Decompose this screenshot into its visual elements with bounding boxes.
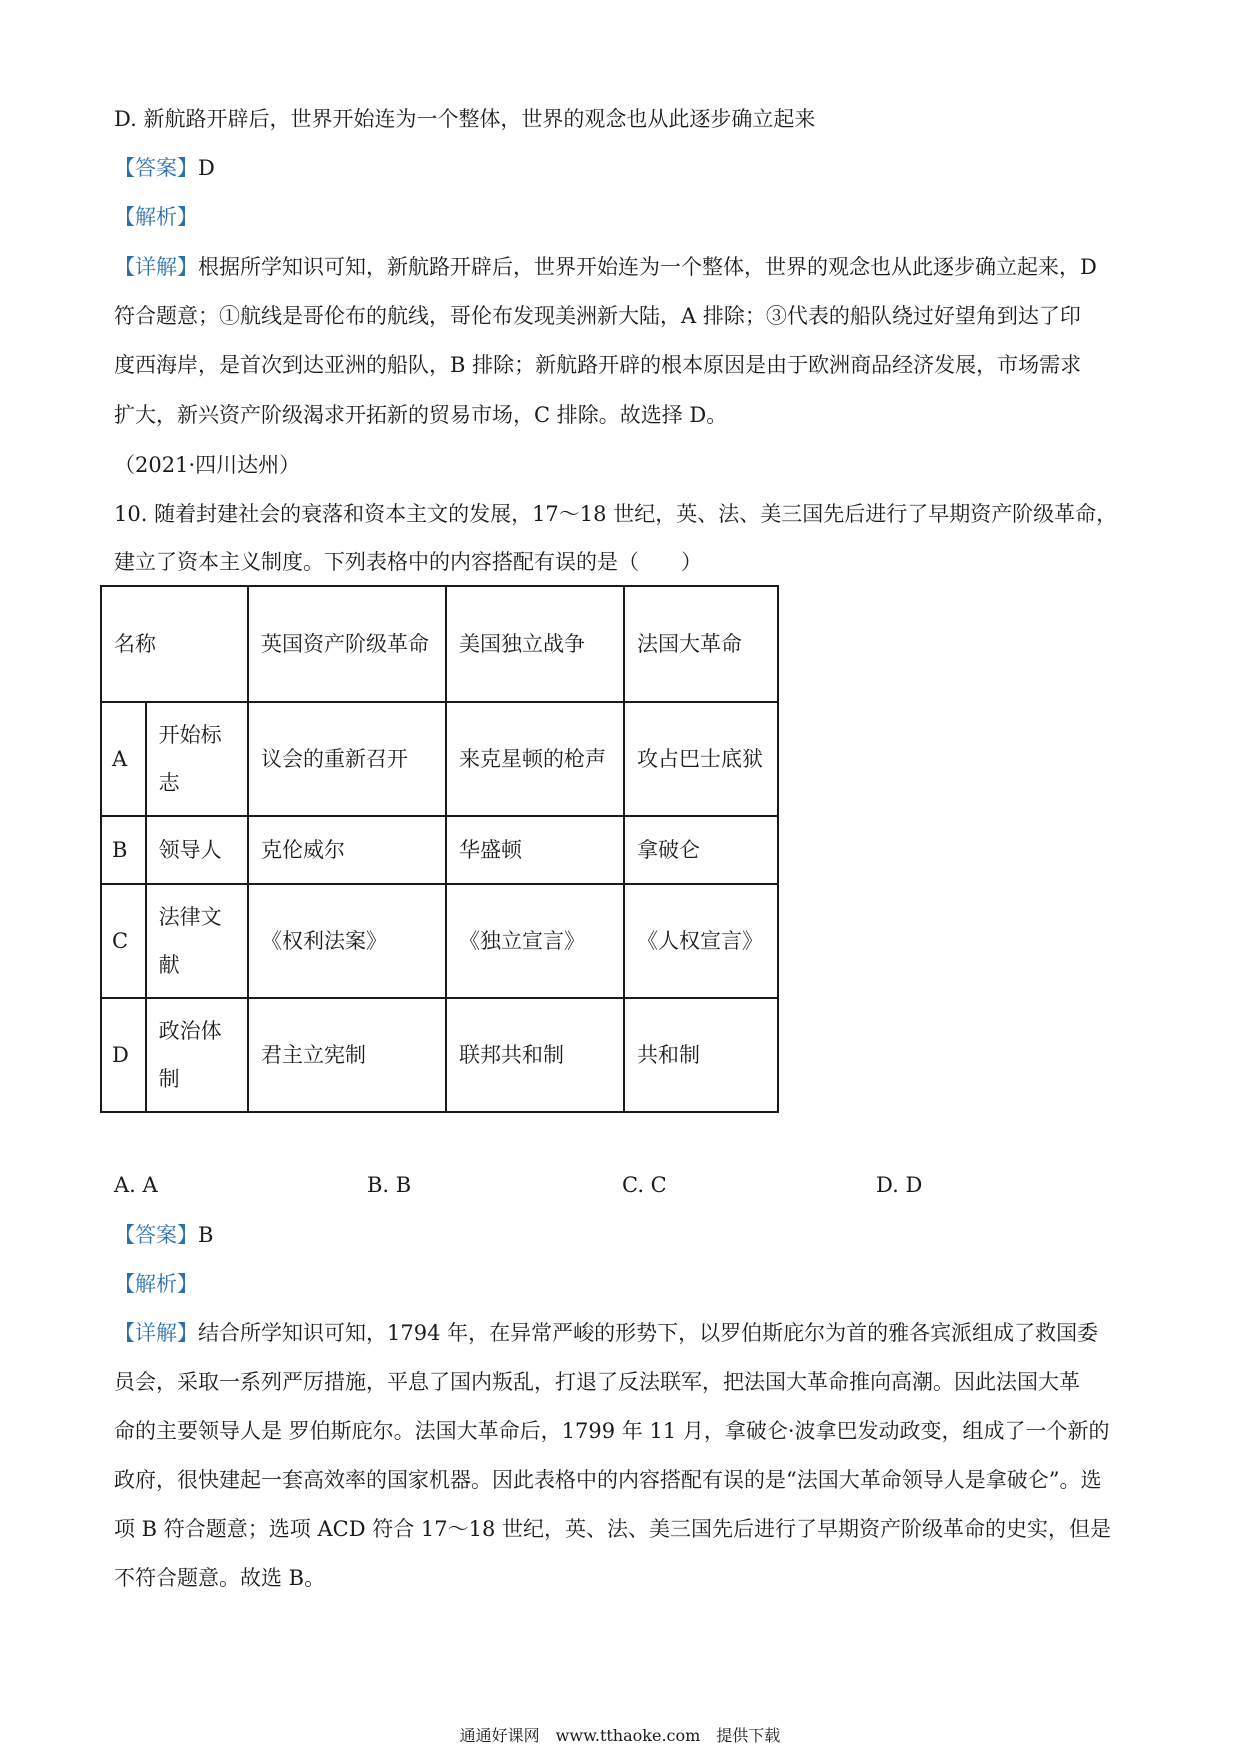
analysis-tag: 【解析】 (114, 1272, 198, 1296)
detail-tag: 【详解】 (114, 1321, 198, 1345)
comparison-table (100, 585, 779, 1113)
header-cell: 名称 (101, 586, 248, 702)
table-cell: 克伦威尔 (248, 816, 446, 884)
option-b: B. B (367, 1173, 412, 1197)
detail-line (114, 1318, 1130, 1348)
row-letter: D (101, 998, 146, 1112)
detail-line (114, 252, 1130, 282)
table-row (101, 816, 778, 884)
detail-line: 不符合题意。故选 B。 (114, 1566, 326, 1590)
page-footer: 通通好课网 www.tthaoke.com 提供下载 (459, 1726, 781, 1745)
table-cell: 华盛顿 (446, 816, 624, 884)
table-row (101, 998, 778, 1112)
row-letter: B (101, 816, 146, 884)
answer-value: D (198, 156, 215, 180)
table-cell: 《独立宣言》 (446, 884, 624, 998)
answer-options (114, 1170, 1014, 1200)
detail-line: 员会，采取一系列严厉措施，平息了国内叛乱，打退了反法联军，把法国大革命推向高潮。因此法国大革 (114, 1370, 1080, 1394)
table-cell: 联邦共和制 (446, 998, 624, 1112)
answer-value: B (198, 1223, 214, 1247)
question-source: （2021·四川达州） (114, 453, 301, 477)
table-cell: 《人权宣言》 (624, 884, 778, 998)
header-cell: 英国资产阶级革命 (248, 586, 446, 702)
header-cell: 美国独立战争 (446, 586, 624, 702)
header-cell: 法国大革命 (624, 586, 778, 702)
option-d: D. D (876, 1173, 923, 1197)
table-cell: 拿破仑 (624, 816, 778, 884)
table-header-row (101, 586, 778, 702)
question-stem-line: 建立了资本主义制度。下列表格中的内容搭配有误的是（ ） (114, 550, 702, 574)
detail-line: 项 B 符合题意；选项 ACD 符合 17～18 世纪，英、法、美三国先后进行了早期资产阶级革命的史实，但是 (114, 1517, 1111, 1541)
detail-line: 命的主要领导人是 罗伯斯庇尔。法国大革命后，1799 年 11 月，拿破仑·波拿巴发动政变，组成了一个新的 (114, 1419, 1110, 1443)
answer-tag: 【答案】 (114, 156, 198, 180)
detail-text: 根据所学知识可知，新航路开辟后，世界开始连为一个整体，世界的观念也从此逐步确立起来，D (198, 255, 1097, 279)
table-cell: 《权利法案》 (248, 884, 446, 998)
question-stem-line: 10. 随着封建社会的衰落和资本主文的发展，17～18 世纪，英、法、美三国先后进行了早期资产阶级革命， (114, 502, 1118, 526)
answer-line (114, 1220, 1130, 1250)
detail-line: 度西海岸，是首次到达亚洲的船队，B 排除；新航路开辟的根本原因是由于欧洲商品经济发展，市场需求 (114, 353, 1082, 377)
row-letter: A (101, 702, 146, 816)
row-label: 政治体制 (146, 998, 248, 1112)
table-cell: 来克星顿的枪声 (446, 702, 624, 816)
row-label: 法律文献 (146, 884, 248, 998)
row-label: 开始标志 (146, 702, 248, 816)
answer-line (114, 153, 1130, 183)
detail-tag: 【详解】 (114, 255, 198, 279)
row-label: 领导人 (146, 816, 248, 884)
option-d-text: D. 新航路开辟后，世界开始连为一个整体，世界的观念也从此逐步确立起来 (114, 107, 816, 131)
option-a: A. A (114, 1173, 158, 1197)
table-cell: 攻占巴士底狱 (624, 702, 778, 816)
detail-text: 结合所学知识可知，1794 年，在异常严峻的形势下，以罗伯斯庇尔为首的雅各宾派组成了救国委 (198, 1321, 1099, 1345)
detail-line: 符合题意；①航线是哥伦布的航线，哥伦布发现美洲新大陆，A 排除；③代表的船队绕过好望角到达了印 (114, 304, 1081, 328)
detail-line: 政府，很快建起一套高效率的国家机器。因此表格中的内容搭配有误的是“法国大革命领导人是拿破仑”。选 (114, 1468, 1102, 1492)
table-cell: 君主立宪制 (248, 998, 446, 1112)
table-row (101, 884, 778, 998)
table-cell: 共和制 (624, 998, 778, 1112)
answer-tag: 【答案】 (114, 1223, 198, 1247)
option-c: C. C (622, 1173, 667, 1197)
analysis-tag: 【解析】 (114, 205, 198, 229)
table-cell: 议会的重新召开 (248, 702, 446, 816)
row-letter: C (101, 884, 146, 998)
detail-line: 扩大，新兴资产阶级渴求开拓新的贸易市场，C 排除。故选择 D。 (114, 403, 728, 427)
table-row (101, 702, 778, 816)
